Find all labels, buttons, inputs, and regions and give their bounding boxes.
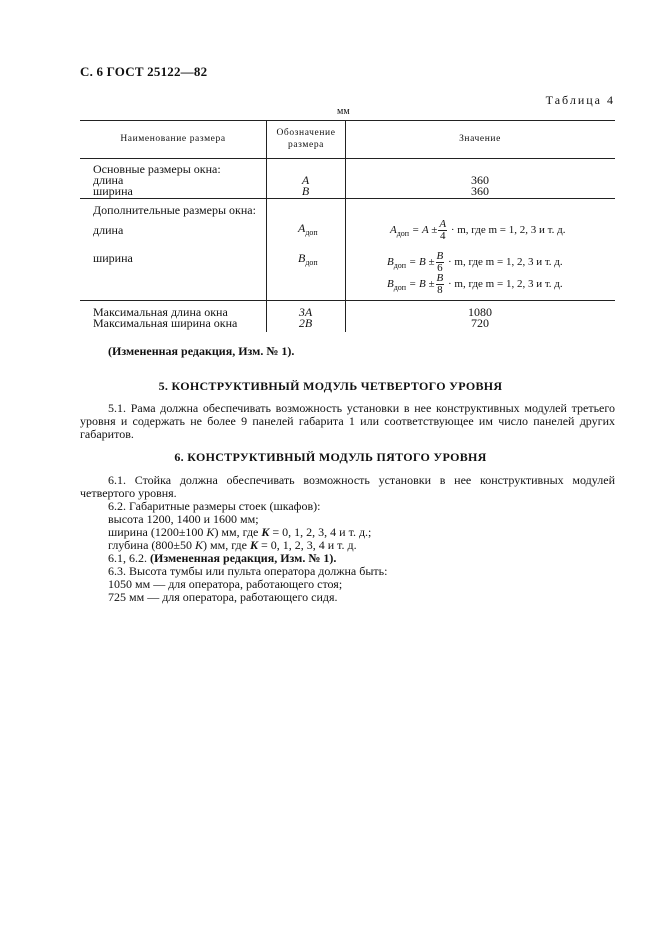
paragraph-6-3: 6.3. Высота тумбы или пульта оператора должна быть:	[108, 564, 388, 578]
header-divider	[80, 158, 615, 159]
paragraph-5-1: 5.1. Рама должна обеспечивать возможность установки в нее конструктивных модулей третьего уровня и содержать не более 9 панелей габарита 1 или соответствующее им число панелей других габаритов.	[80, 401, 615, 441]
formula-b-add-6: $B_{доп} = B$ ± $\frac{B}{6}$ · m, где m = 1, 2, 3 и т. д.	[387, 250, 563, 274]
rack-depth: глубина (800±50 K) мм, где K = 0, 1, 2, 3, 4 и т. д.	[108, 538, 357, 552]
table-top-border	[80, 120, 615, 121]
units-label: мм	[337, 106, 350, 117]
page-header: С. 6 ГОСТ 25122—82	[80, 64, 208, 79]
amendment-note: (Измененная редакция, Изм. № 1).	[108, 344, 295, 358]
column-divider-2	[345, 120, 346, 332]
rack-width: ширина (1200±100 K) мм, где K = 0, 1, 2, 3, 4 и т. д.;	[108, 525, 372, 539]
row-name: Максимальная длина окна	[93, 305, 228, 319]
row-name: Максимальная ширина окна	[93, 316, 238, 330]
section-5-title: 5. КОНСТРУКТИВНЫЙ МОДУЛЬ ЧЕТВЕРТОГО УРОВНЯ	[158, 379, 503, 393]
section-6-title: 6. КОНСТРУКТИВНЫЙ МОДУЛЬ ПЯТОГО УРОВНЯ	[174, 450, 487, 464]
column-header-symbol: Обозначение размера	[276, 128, 336, 150]
height-sitting: 725 мм — для оператора, работающего сидя.	[108, 590, 338, 604]
row-symbol: 2B	[298, 316, 313, 330]
row-symbol: B	[301, 184, 310, 198]
group-divider-1	[80, 198, 615, 199]
group-title-main-sizes: Основные размеры окна:	[93, 162, 221, 176]
height-standing: 1050 мм — для оператора, работающего стоя;	[108, 577, 343, 591]
column-header-name: Наименование размера	[120, 134, 226, 144]
paragraph-6-2: 6.2. Габаритные размеры стоек (шкафов):	[108, 499, 321, 513]
row-name: ширина	[93, 184, 133, 198]
row-name: длина	[93, 173, 124, 187]
row-value: 720	[471, 316, 489, 330]
formula-b-add-8: $B_{доп} = B$ ± $\frac{B}{8}$ · m, где m = 1, 2, 3 и т. д.	[387, 272, 563, 296]
table-label: Таблица 4	[545, 93, 615, 107]
paragraph-6-1: 6.1. Стойка должна обеспечивать возможность установки в нее конструктивных модулей четвертого уровня.	[80, 473, 615, 500]
dimensions-table	[80, 120, 615, 332]
row-value: 1080	[468, 305, 492, 319]
row-symbol: A	[301, 173, 310, 187]
rack-height: высота 1200, 1400 и 1600 мм;	[108, 512, 259, 526]
row-symbol: $B_{доп}$	[298, 251, 318, 267]
row-symbol: $A_{доп}$	[298, 221, 318, 237]
row-value: 360	[471, 184, 489, 198]
column-divider-1	[266, 120, 267, 332]
amendment-6: 6.1, 6.2. (Измененная редакция, Изм. № 1).	[108, 551, 337, 565]
row-value: 360	[471, 173, 489, 187]
group-title-additional-sizes: Дополнительные размеры окна:	[93, 203, 256, 217]
group-divider-2	[80, 300, 615, 301]
row-symbol: 3A	[298, 305, 313, 319]
formula-a-add: $A_{доп} = A$ ± $\frac{A}{4}$ · m, где m = 1, 2, 3 и т. д.	[390, 218, 566, 242]
row-name: ширина	[93, 251, 133, 265]
column-header-value: Значение	[459, 134, 501, 144]
row-name: длина	[93, 223, 124, 237]
